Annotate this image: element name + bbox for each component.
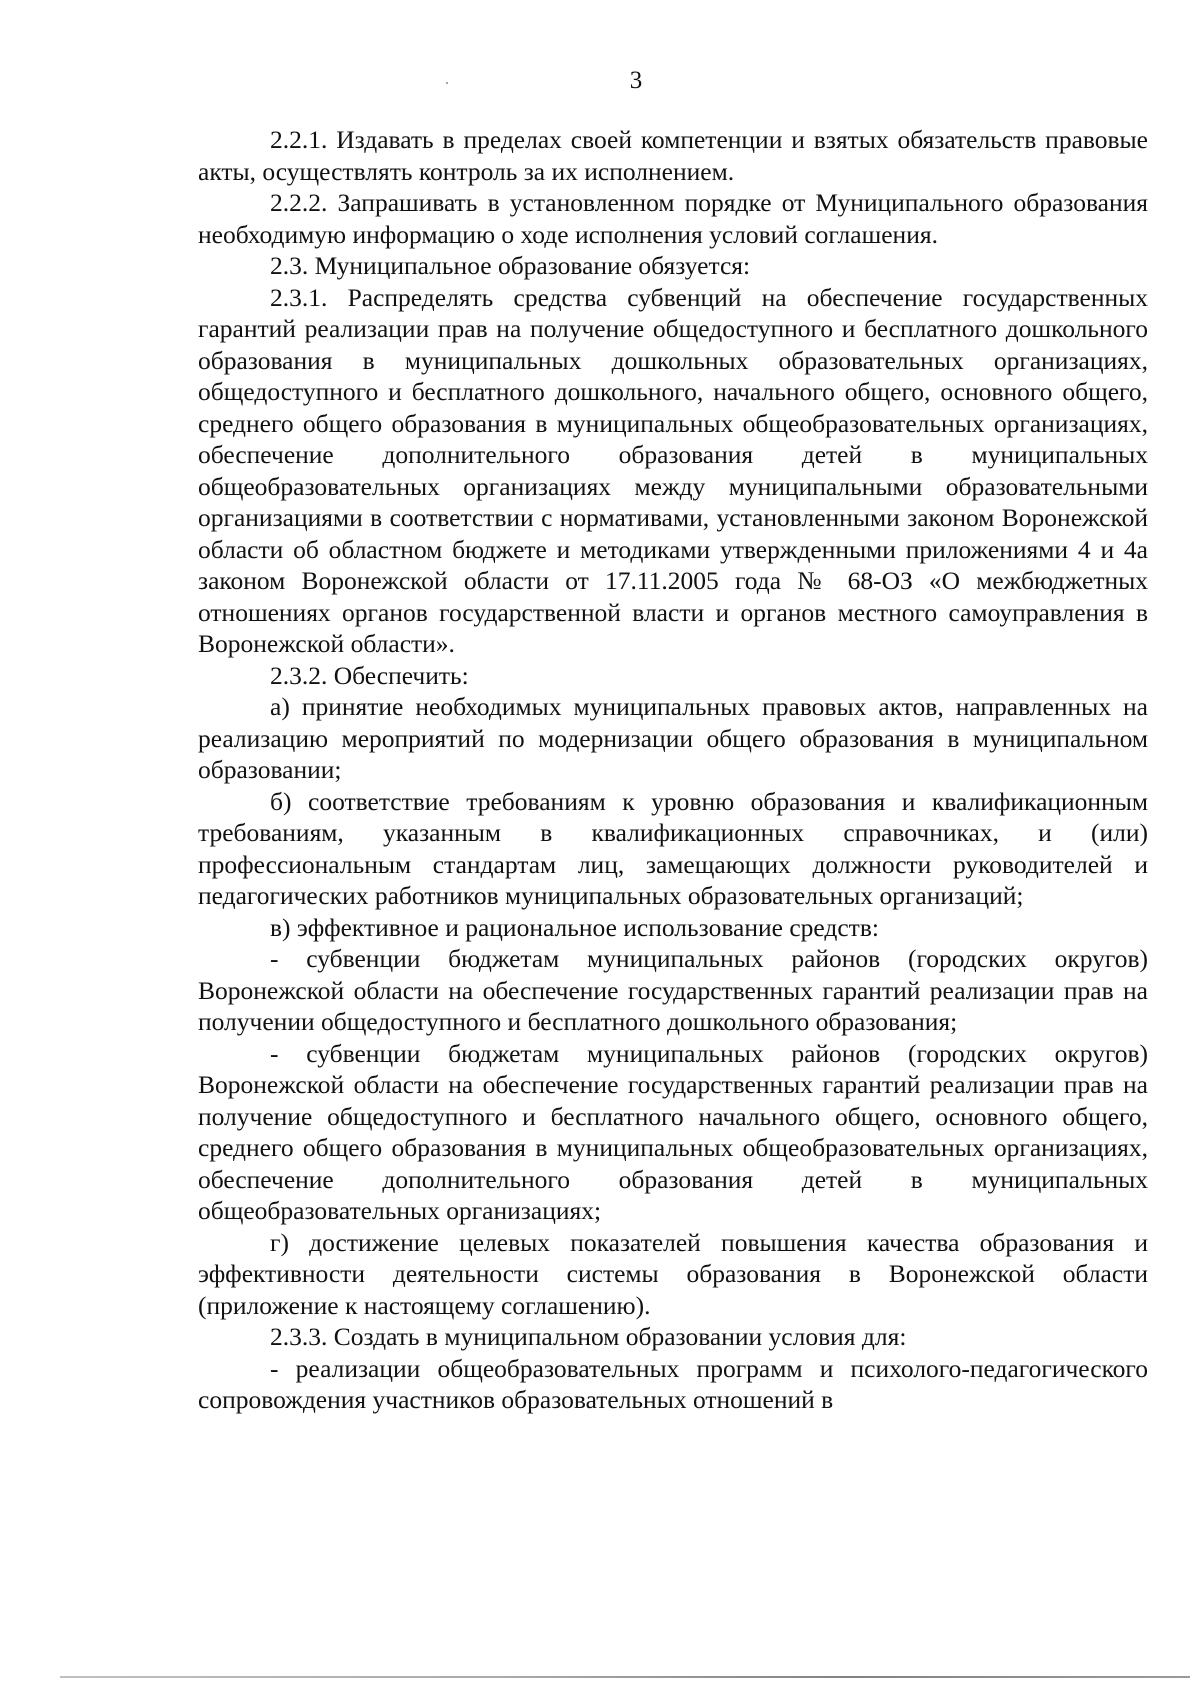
paragraph-dash-general: - субвенции бюджетам муниципальных районов (городских округов) Воронежской области на обеспечение государственных гарантий реализации прав на получение общедоступного и бесплатного начального общего, основного общего, среднего общего образования в муниципальных общеобразовательных организациях, обеспечение дополнительного образования детей в муниципальных общеобразовательных организациях; [198,1038,1148,1225]
paragraph-2-3-2: 2.3.2. Обеспечить: [270,660,469,690]
scan-speck [446,82,448,84]
paragraph-2-2-2: 2.2.2. Запрашивать в установленном порядке от Муниципального образования необходимую информацию о ходе исполнения условий соглашения. [198,188,1148,249]
paragraph-2-3: 2.3. Муниципальное образование обязуется: [270,251,751,280]
paragraph-2-3-3: 2.3.3. Создать в муниципальном образовании условия для: [270,1322,907,1351]
paragraph-item-g: г) достижение целевых показателей повышения качества образования и эффективности деятельности системы образования в Воронежской области (приложение к настоящему соглашению). [198,1227,1148,1320]
paragraph-item-a: а) принятие необходимых муниципальных правовых актов, направленных на реализацию мероприятий по модернизации общего образования в муниципальном образовании; [198,692,1148,784]
document-body [198,124,1148,1416]
scan-bottom-edge [60,1676,1190,1678]
paragraph-item-v: в) эффективное и рациональное использование средств: [270,912,879,942]
page-number: 3 [629,67,643,94]
paragraph-2-3-1: 2.3.1. Распределять средства субвенций на обеспечение государственных гарантий реализации прав на получение общедоступного и бесплатного дошкольного образования в муниципальных дошкольных образовательных организациях, общедоступного и бесплатного дошкольного, начального общего, основного общего, среднего общего образования в муниципальных общеобразовательных организациях, обеспечение дополнительного образования детей в муниципальных общеобразовательных организациях между муниципальными образовательными организациями в соответствии с нормативами, установленными законом Воронежской области об областном бюджете и методиками утвержденными приложениями 4 и 4а законом Воронежской области от 17.11.2005 года № 68-ОЗ «О межбюджетных отношениях органов государственной власти и органов местного самоуправления в Воронежской области». [198,282,1148,658]
paragraph-2-2-1: 2.2.1. Издавать в пределах своей компетенции и взятых обязательств правовые акты, осуществлять контроль за их исполнением. [198,125,1148,186]
paragraph-dash-programs: - реализации общеобразовательных программ и психолого-педагогического сопровождения участников образовательных отношений в [198,1353,1148,1414]
paragraph-item-b: б) соответствие требованиям к уровню образования и квалификационным требованиям, указанным в квалификационных справочниках, и (или) профессиональным стандартам лиц, замещающих должности руководителей и педагогических работников муниципальных образовательных организаций; [198,786,1148,910]
paragraph-dash-preschool: - субвенции бюджетам муниципальных районов (городских округов) Воронежской области на обеспечение государственных гарантий реализации прав на получении общедоступного и бесплатного дошкольного образования; [198,944,1148,1036]
